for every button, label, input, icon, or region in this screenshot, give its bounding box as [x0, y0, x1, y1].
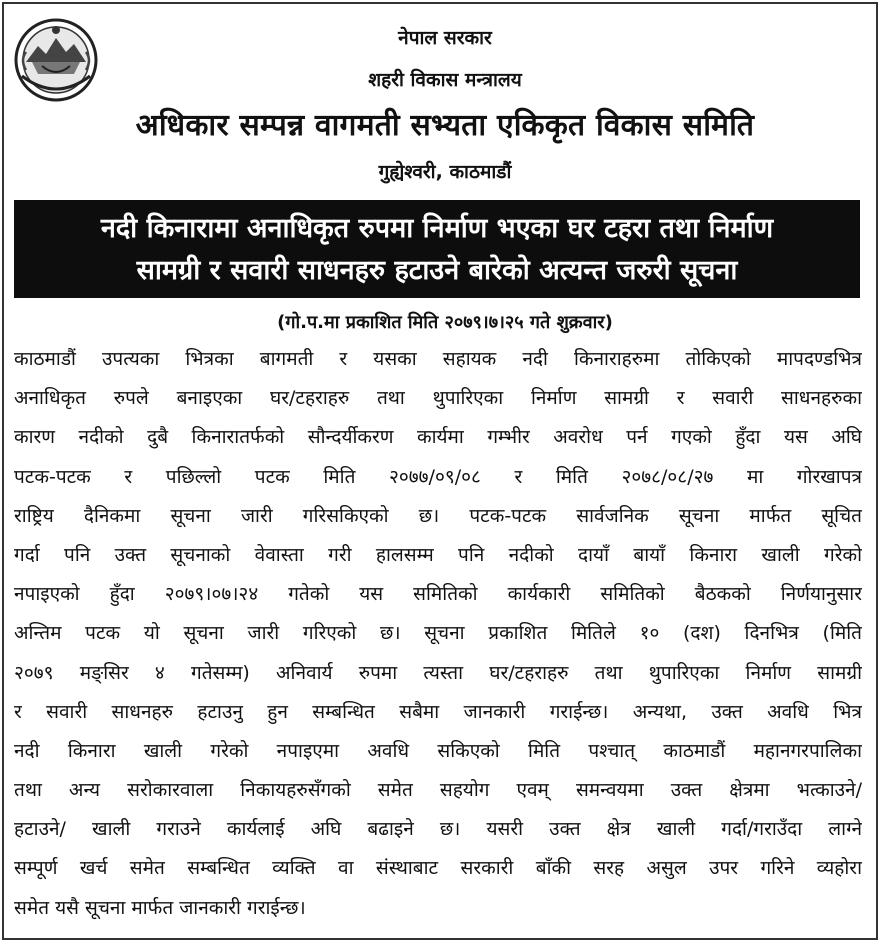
body-line: नदी किनारा खाली गरेको नपाइएमा अवधि सकिएको मिति पश्चात् काठमाडौं महानगरपालिका — [14, 739, 862, 762]
body-line: र सवारी साधनहरु हटाउनु हुन सम्बन्धित सबैमा जानकारी गराईन्छ। अन्यथा, उक्त अवधि भित्र — [14, 700, 862, 723]
body-line: हटाउने/ खाली गराउने कार्यलाई अघि बढाइने छ। यसरी उक्त क्षेत्र खाली गर्दा/गराउँदा लाग्ने — [14, 818, 862, 841]
body-line: २०७९ मङ्सिर ४ गतेसम्म) अनिवार्य रुपमा त्यस्ता घर/टहराहरु तथा थुपारिएका निर्माण सामग्री — [14, 661, 862, 684]
body-line: अनाधिकृत रुपले बनाइएका घर/टहराहरु तथा थुपारिएका निर्माण सामग्री र सवारी साधनहरुका — [14, 387, 862, 410]
publication-date: (गो.प.मा प्रकाशित मिति २०७९।७।२५ गते शुक्रवार) — [277, 312, 613, 333]
government-name: नेपाल सरकार — [398, 27, 492, 49]
body-line: गर्दा पनि उक्त सूचनाको वेवास्ता गरी हालसम्म पनि नदीको दायाँ बायाँ किनारा खाली गरेको — [14, 543, 862, 566]
notice-title-line-2: सामग्री र सवारी साधनहरु हटाउने बारेको अत्यन्त जरुरी सूचना — [136, 255, 738, 286]
body-line: पटक-पटक र पछिल्लो पटक मिति २०७७/०९/०८ र मिति २०७८/०८/२७ मा गोरखापत्र — [14, 465, 862, 488]
body-line: नपाइएको हुँदा २०७९।०७।२४ गतेको यस समितिको कार्यकारी समितिको बैठकको निर्णयानुसार — [14, 583, 862, 606]
body-line: सम्पूर्ण खर्च समेत सम्बन्धित व्यक्ति वा संस्थाबाट सरकारी बाँकी सरह असुल उपर गरिने व्यहोरा — [14, 857, 862, 880]
body-line: काठमाडौं उपत्यका भित्रका बागमती र यसका सहायक नदी किनाराहरुमा तोकिएको मापदण्डभित्र — [14, 348, 862, 370]
committee-name: अधिकार सम्पन्न वागमती सभ्यता एकिकृत विकास समिति — [135, 108, 755, 143]
body-line: अन्तिम पटक यो सूचना जारी गरिएको छ। सूचना प्रकाशित मितिले १० (दश) दिनभित्र (मिति — [14, 622, 862, 645]
body-line: समेत यसै सूचना मार्फत जानकारी गराईन्छ। — [14, 896, 306, 919]
notice-title-banner — [14, 200, 860, 298]
body-line: तथा अन्य सरोकारवाला निकायहरुसँगको समेत सहयोग एवम् समन्वयमा उक्त क्षेत्रमा भत्काउने/ — [14, 779, 862, 802]
notice-title-line-1: नदी किनारामा अनाधिकृत रुपमा निर्माण भएका घर टहरा तथा निर्माण — [100, 213, 774, 244]
notice-body — [14, 340, 862, 928]
body-line: राष्ट्रिय दैनिकमा सूचना जारी गरिसकिएको छ। पटक-पटक सार्वजनिक सूचना मार्फत सूचित — [14, 504, 862, 527]
office-location: गुह्येश्वरी, काठमाडौं — [378, 161, 512, 183]
body-line: कारण नदीको दुबै किनारातर्फको सौन्दर्यीकरण कार्यमा गम्भीर अवरोध पर्न गएको हुँदा यस अघि — [14, 426, 862, 449]
ministry-name: शहरी विकास मन्त्रालय — [368, 69, 522, 91]
